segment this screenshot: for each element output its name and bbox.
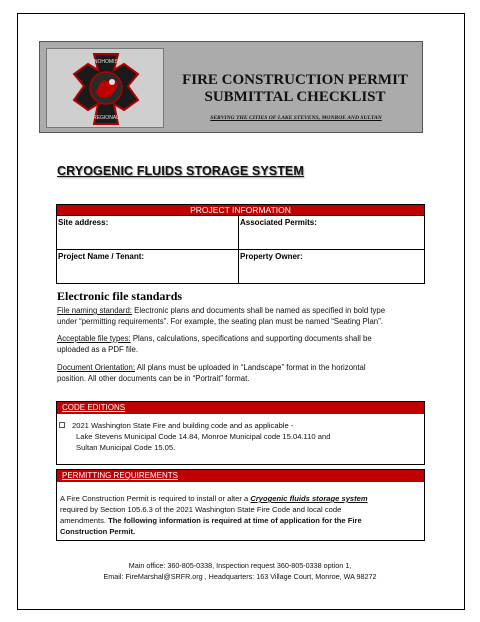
maltese-cross-logo-icon (72, 52, 140, 126)
fire-department-logo (46, 48, 164, 128)
footer-line-2: Email: FireMarshal@SRFR.org , Headquarters: 163 Village Court, Monroe, WA 98272 (103, 572, 377, 581)
document-orientation-label: Document Orientation: (57, 363, 136, 372)
svg-text:SNOHOMISH: SNOHOMISH (90, 59, 122, 65)
section-heading: CRYOGENIC FLUIDS STORAGE SYSTEM (57, 164, 304, 178)
document-title (170, 72, 420, 106)
service-area-subtitle: SERVING THE CITIES OF LAKE STEVENS, MONROE AND SULTAN (210, 115, 382, 121)
project-information-header: PROJECT INFORMATION (57, 205, 424, 216)
footer-line-1: Main office: 360-805-0338, Inspection request 360-805-0338 option 1, (128, 561, 352, 570)
project-name-field[interactable]: Project Name / Tenant: (57, 250, 239, 284)
svg-text:REGIONAL: REGIONAL (93, 115, 119, 121)
project-information-table (56, 204, 425, 284)
document-header (39, 41, 423, 133)
table-row (57, 216, 424, 250)
permitting-requirements-body: A Fire Construction Permit is required to install or alter a Cryogenic fluids storage system required by Section 105.6.3 of the 2021 Washington State Fire Code and local code amendments. The following information is required at time of application for the Fire Construction Permit. (60, 494, 368, 536)
contact-footer (30, 560, 450, 582)
file-types-paragraph: Acceptable file types: Plans, calculations, specifications and supporting documents shall be uploaded as a PDF file. (57, 334, 372, 354)
file-naming-label: File naming standard: (57, 306, 132, 315)
permitting-requirements-section (56, 469, 425, 541)
file-types-label: Acceptable file types: (57, 334, 131, 343)
table-row (57, 250, 424, 284)
associated-permits-field[interactable]: Associated Permits: (240, 218, 317, 227)
property-owner-field[interactable]: Property Owner: (240, 252, 303, 261)
document-orientation-paragraph: Document Orientation: All plans must be uploaded in “Landscape” format in the horizontal position. All other documents can be in “Portrait” format. (57, 363, 366, 383)
permitting-requirements-header: PERMITTING REQUIREMENTS (57, 470, 424, 482)
code-editions-header: CODE EDITIONS (57, 402, 424, 414)
code-edition-checkbox[interactable] (59, 422, 65, 428)
electronic-standards-title: Electronic file standards (57, 289, 183, 303)
system-type-emphasis: Cryogenic fluids storage system (250, 494, 368, 503)
file-naming-paragraph: File naming standard: Electronic plans and documents shall be named as specified in bold type under “permitting requirements”. For example, the seating plan must be named “Seating Plan”. (57, 306, 386, 326)
code-editions-body: 2021 Washington State Fire and building code and as applicable - Lake Stevens Municipal Code 14.84, Monroe Municipal code 15.04.110 and Sultan Municipal Code 15.05. (57, 414, 424, 453)
code-editions-section (56, 401, 425, 465)
title-line-2: SUBMITTAL CHECKLIST (204, 89, 386, 105)
site-address-field[interactable]: Site address: (57, 216, 239, 249)
title-line-1: FIRE CONSTRUCTION PERMIT (182, 72, 408, 88)
